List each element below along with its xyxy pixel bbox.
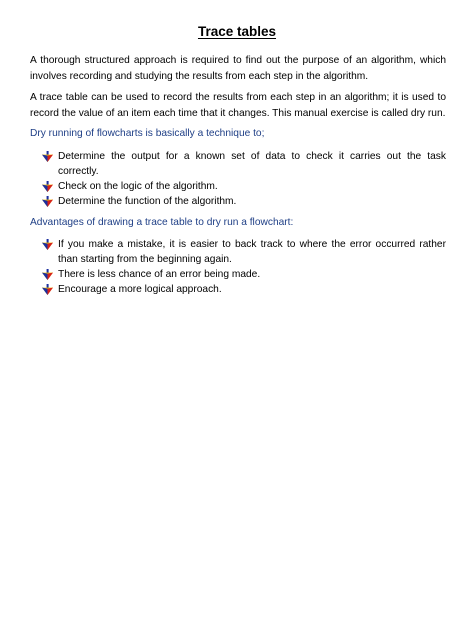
trace-line: record the value of an item each time that it changes. This manual exercise is called dry run. xyxy=(30,108,446,119)
list-item-line: correctly. xyxy=(58,166,99,177)
advantages-list xyxy=(42,237,446,297)
page-title: Trace tables xyxy=(197,24,277,39)
list-item-line: Determine the output for a known set of data to check it carries out the task xyxy=(58,151,446,162)
arrow-bullet-icon xyxy=(42,239,53,250)
trace-line: A trace table can be used to record the results from each step in an algorithm; it is used to xyxy=(30,92,446,103)
intro-line: involves recording and studying the results from each step in the algorithm. xyxy=(30,71,369,82)
list-item-line: Determine the function of the algorithm. xyxy=(58,196,237,207)
dry-running-heading: Dry running of flowcharts is basically a technique to; xyxy=(30,128,265,139)
list-item xyxy=(42,282,446,297)
intro-line: A thorough structured approach is required to find out the purpose of an algorithm, which xyxy=(30,55,446,66)
arrow-bullet-icon xyxy=(42,151,53,162)
intro-paragraph xyxy=(30,53,446,85)
arrow-bullet-icon xyxy=(42,181,53,192)
list-item xyxy=(42,179,446,194)
list-item xyxy=(42,149,446,179)
list-item-line: Check on the logic of the algorithm. xyxy=(58,181,218,192)
list-item xyxy=(42,194,446,209)
arrow-bullet-icon xyxy=(42,284,53,295)
arrow-bullet-icon xyxy=(42,196,53,207)
list-item-line: than starting from the beginning again. xyxy=(58,254,232,265)
list-item-line: If you make a mistake, it is easier to back track to where the error occurred rather xyxy=(58,239,446,250)
list-item xyxy=(42,267,446,282)
list-item-line: Encourage a more logical approach. xyxy=(58,284,222,295)
arrow-bullet-icon xyxy=(42,269,53,280)
list-item-line: There is less chance of an error being made. xyxy=(58,269,261,280)
trace-paragraph xyxy=(30,90,446,122)
advantages-heading: Advantages of drawing a trace table to dry run a flowchart: xyxy=(30,217,294,228)
list-item xyxy=(42,237,446,267)
dry-running-list xyxy=(42,149,446,209)
